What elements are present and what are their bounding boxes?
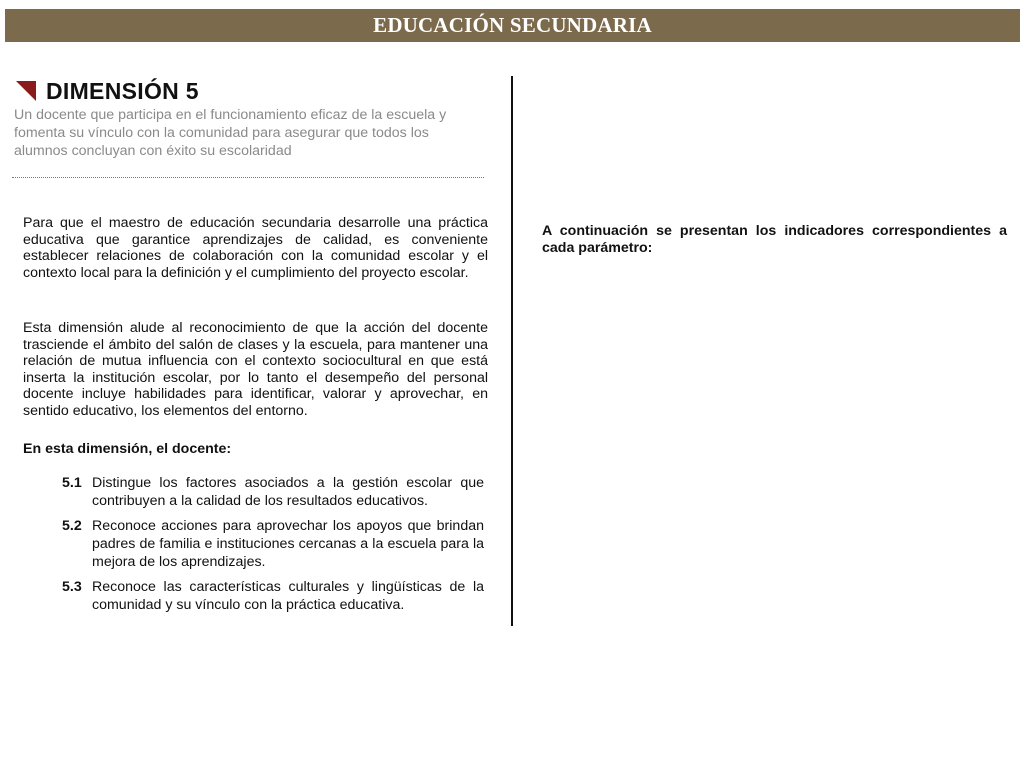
indicator-number: 5.2 bbox=[62, 518, 82, 534]
indicators-subheading: En esta dimensión, el docente: bbox=[23, 441, 232, 457]
dimension-description: Un docente que participa en el funcionamiento eficaz de la escuela y fomenta su vínculo con la comunidad para asegurar que todos los alumnos concluyan con éxito su escolaridad bbox=[14, 107, 447, 159]
indicator-text: Reconoce las características culturales y lingüísticas de la comunidad y su vínculo con la práctica educativa. bbox=[92, 579, 484, 613]
indicator-item bbox=[62, 474, 484, 510]
column-divider bbox=[511, 76, 513, 626]
right-column-intro: A continuación se presentan los indicadores correspondientes a cada parámetro: bbox=[542, 223, 1007, 256]
dimension-heading bbox=[14, 76, 490, 106]
indicator-number: 5.3 bbox=[62, 579, 82, 595]
triangle-corner-icon bbox=[16, 81, 36, 101]
dimension-block bbox=[14, 76, 490, 160]
indicator-item bbox=[62, 517, 484, 571]
dotted-divider bbox=[12, 177, 484, 178]
indicator-text: Distingue los factores asociados a la gestión escolar que contribuyen a la calidad de los resultados educativos. bbox=[92, 475, 484, 509]
paragraph-intro: Para que el maestro de educación secundaria desarrolle una práctica educativa que garantice aprendizajes de calidad, es conveniente establecer relaciones de colaboración con la comunidad escolar y el contexto local para la definición y el cumplimiento del proyecto escolar. bbox=[23, 215, 488, 281]
indicator-text: Reconoce acciones para aprovechar los apoyos que brindan padres de familia e instituciones cercanas a la escuela para la mejora de los aprendizajes. bbox=[92, 518, 484, 570]
indicator-list bbox=[62, 474, 484, 621]
header-title: EDUCACIÓN SECUNDARIA bbox=[373, 13, 652, 37]
indicator-item bbox=[62, 578, 484, 614]
paragraph-scope: Esta dimensión alude al reconocimiento de que la acción del docente trasciende el ámbito del salón de clases y la escuela, para mantener una relación de mutua influencia con el contexto sociocultural en que está inserta la institución escolar, por lo tanto el desempeño del personal docente incluye habilidades para identificar, valorar y aprovechar, en sentido educativo, los elementos del entorno. bbox=[23, 320, 488, 419]
indicator-number: 5.1 bbox=[62, 475, 82, 491]
header-bar bbox=[5, 9, 1020, 42]
dimension-title: DIMENSIÓN 5 bbox=[46, 77, 199, 104]
